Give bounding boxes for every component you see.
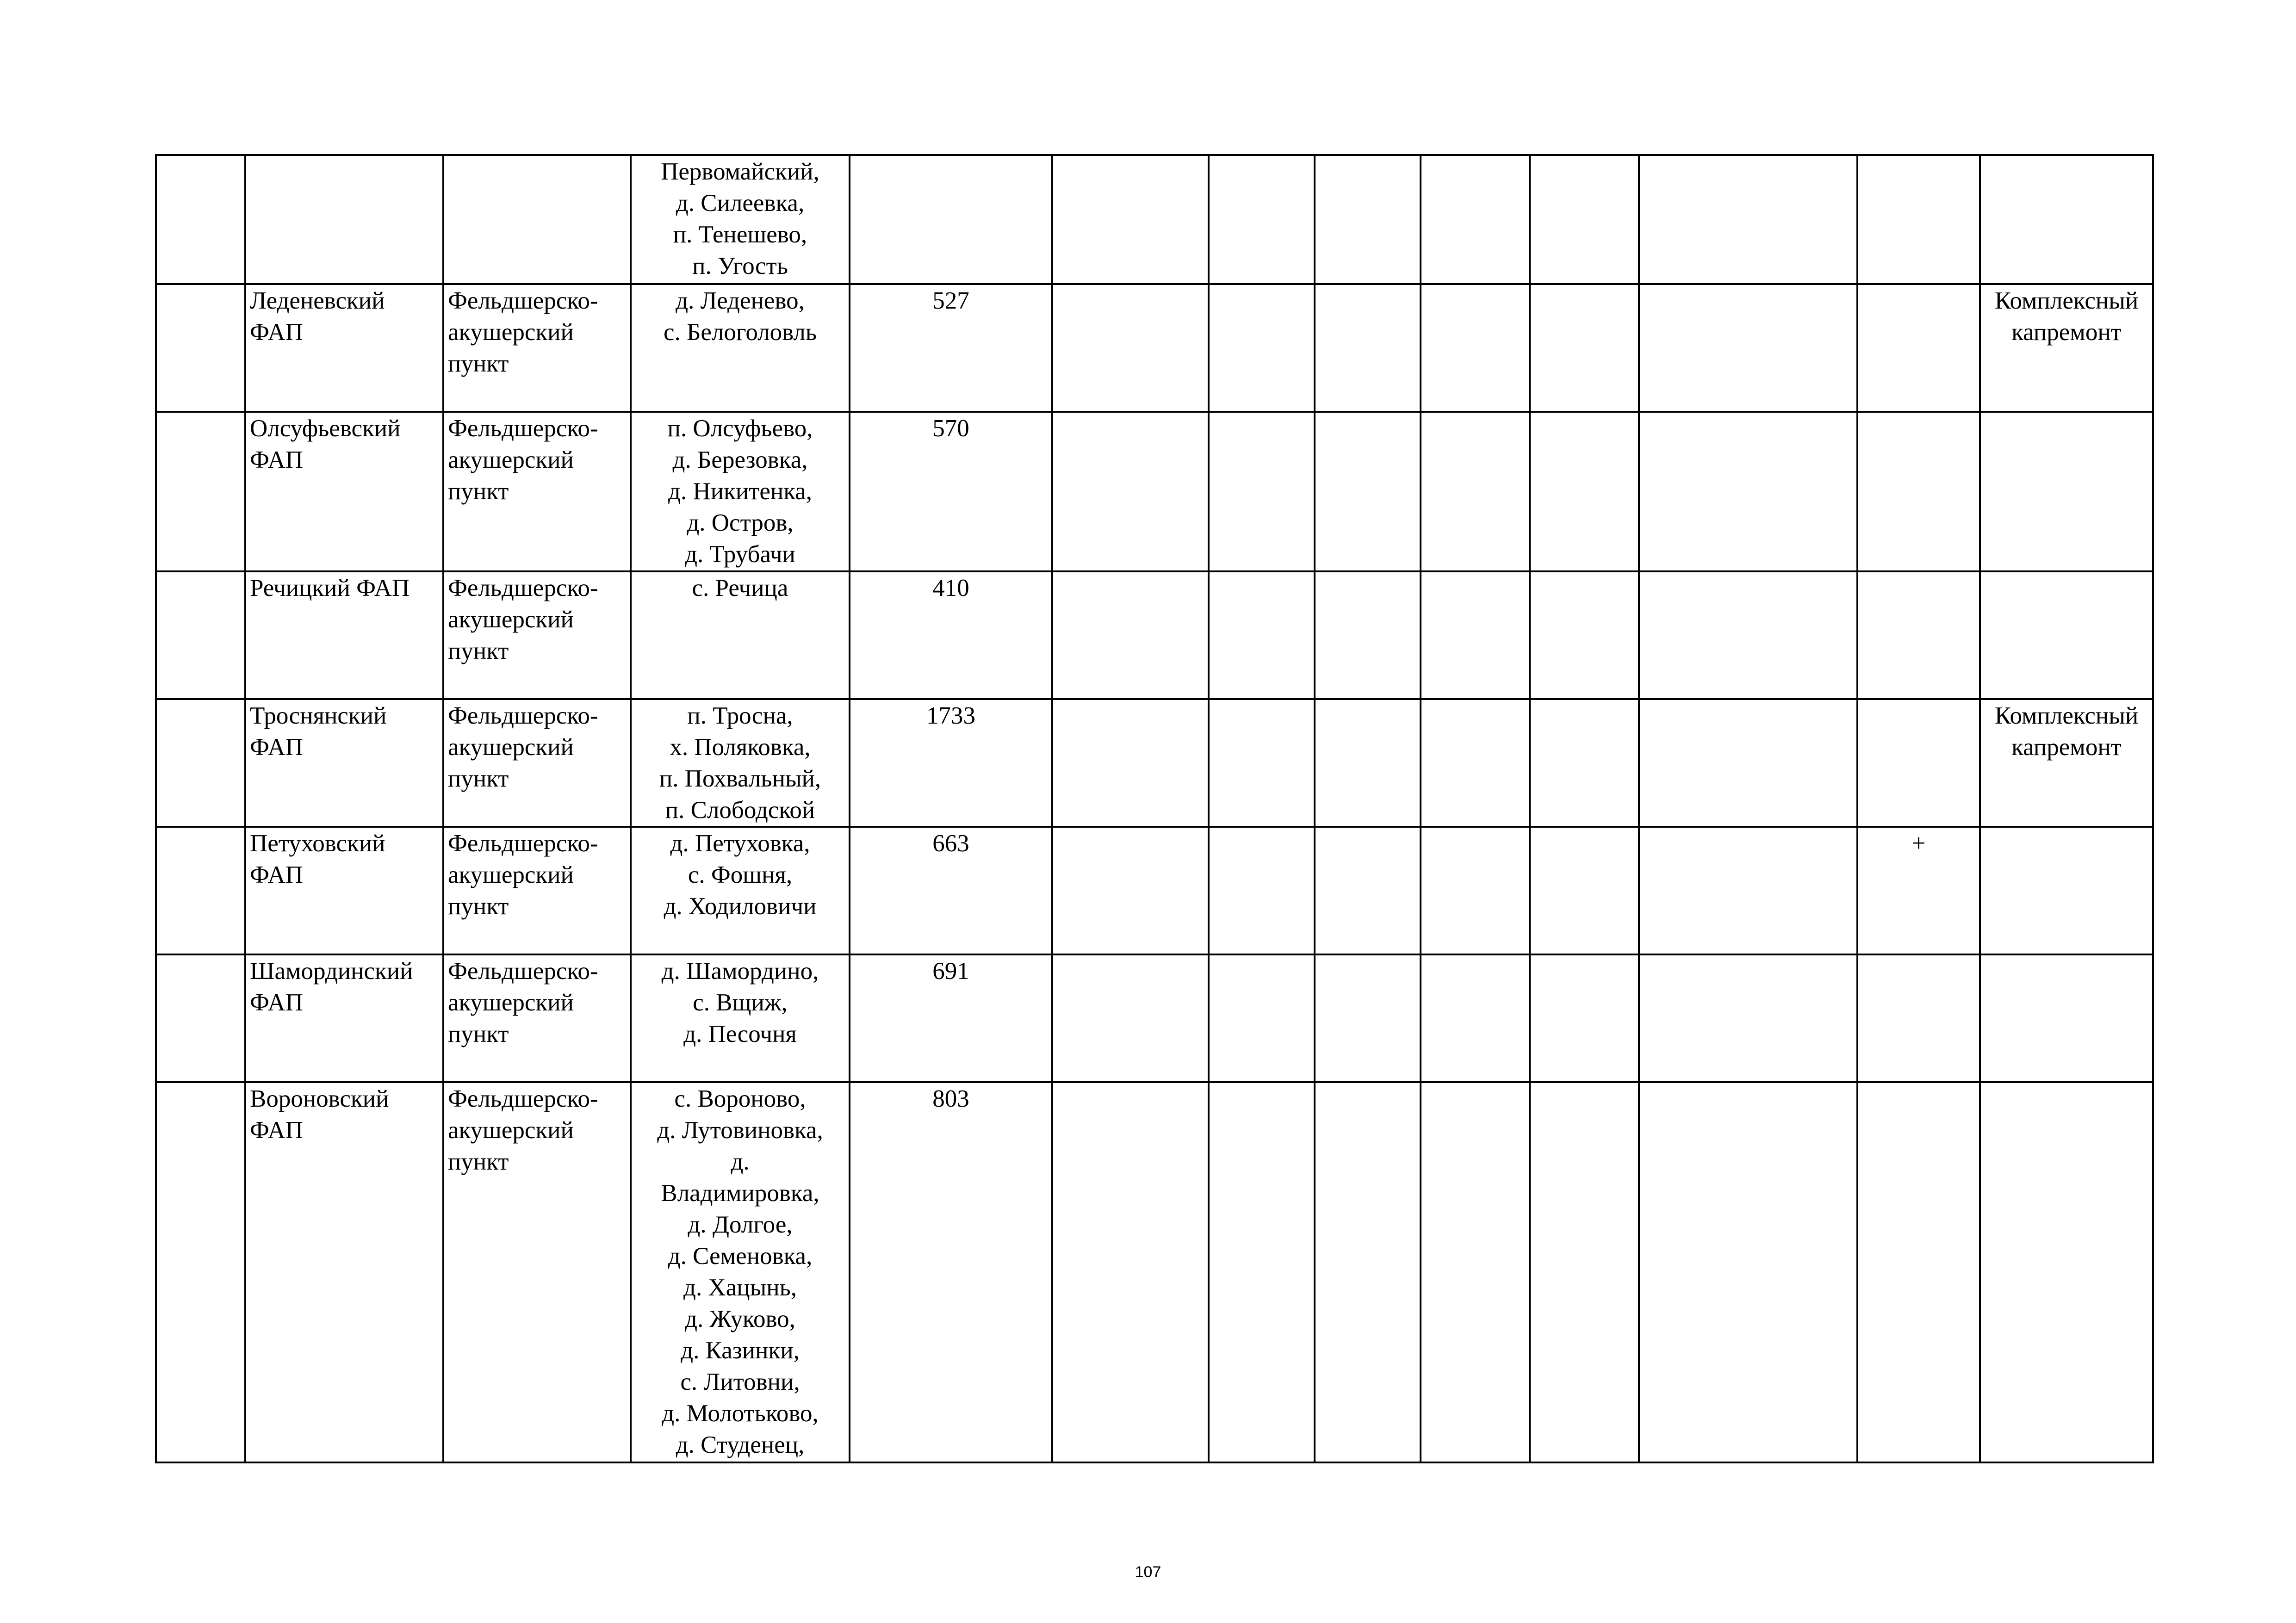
cell-number: [156, 284, 245, 412]
cell-name: Речицкий ФАП: [245, 571, 443, 699]
cell-number: [156, 155, 245, 284]
cell-empty: [1530, 954, 1639, 1082]
cell-type: Фельдшерско-акушерский пункт: [443, 1082, 631, 1462]
cell-mark: +: [1857, 827, 1980, 954]
cell-population: 691: [850, 954, 1052, 1082]
cell-name: Шамординский ФАП: [245, 954, 443, 1082]
cell-type: [443, 155, 631, 284]
cell-number: [156, 954, 245, 1082]
cell-empty: [1052, 1082, 1209, 1462]
cell-empty: [1639, 571, 1857, 699]
cell-mark: [1857, 571, 1980, 699]
cell-settlements: с. Вороново, д. Лутовиновка, д. Владимировка, д. Долгое, д. Семеновка, д. Хацынь, д. Жуково, д. Казинки, с. Литовни, д. Молотьково, д. Студенец,: [631, 1082, 850, 1462]
cell-empty: [1639, 954, 1857, 1082]
cell-population: [850, 155, 1052, 284]
cell-empty: [1530, 1082, 1639, 1462]
cell-empty: [1530, 699, 1639, 827]
cell-mark: [1857, 284, 1980, 412]
cell-empty: [1315, 1082, 1421, 1462]
cell-name: Троснянский ФАП: [245, 699, 443, 827]
cell-population: 663: [850, 827, 1052, 954]
cell-empty: [1209, 284, 1315, 412]
cell-note: [1980, 412, 2153, 571]
cell-settlements: с. Речица: [631, 571, 850, 699]
cell-empty: [1421, 1082, 1530, 1462]
cell-note: [1980, 1082, 2153, 1462]
fap-table: [155, 154, 2154, 1463]
cell-settlements: д. Шамордино, с. Вщиж, д. Песочня: [631, 954, 850, 1082]
cell-name: Леденевский ФАП: [245, 284, 443, 412]
cell-empty: [1530, 412, 1639, 571]
cell-empty: [1421, 571, 1530, 699]
cell-empty: [1315, 699, 1421, 827]
cell-empty: [1209, 571, 1315, 699]
cell-empty: [1315, 571, 1421, 699]
cell-note: [1980, 954, 2153, 1082]
cell-empty: [1052, 155, 1209, 284]
table-row: [156, 827, 2153, 954]
cell-note: [1980, 827, 2153, 954]
cell-empty: [1209, 699, 1315, 827]
table-row: [156, 954, 2153, 1082]
cell-type: Фельдшерско-акушерский пункт: [443, 699, 631, 827]
cell-empty: [1530, 284, 1639, 412]
cell-type: Фельдшерско-акушерский пункт: [443, 571, 631, 699]
cell-name: Вороновский ФАП: [245, 1082, 443, 1462]
cell-empty: [1052, 571, 1209, 699]
cell-settlements: Первомайский, д. Силеевка, п. Тенешево, п. Угость: [631, 155, 850, 284]
cell-empty: [1421, 284, 1530, 412]
cell-number: [156, 571, 245, 699]
cell-empty: [1639, 155, 1857, 284]
cell-empty: [1315, 284, 1421, 412]
cell-mark: [1857, 155, 1980, 284]
cell-population: 527: [850, 284, 1052, 412]
cell-empty: [1421, 699, 1530, 827]
cell-settlements: д. Петуховка, с. Фошня, д. Ходиловичи: [631, 827, 850, 954]
table-body: [156, 155, 2153, 1462]
cell-mark: [1857, 1082, 1980, 1462]
cell-note: Комплексный капремонт: [1980, 284, 2153, 412]
cell-empty: [1530, 155, 1639, 284]
cell-empty: [1052, 699, 1209, 827]
cell-population: 1733: [850, 699, 1052, 827]
cell-type: Фельдшерско-акушерский пункт: [443, 954, 631, 1082]
page-number: 107: [1135, 1563, 1161, 1581]
table-row: [156, 699, 2153, 827]
cell-empty: [1209, 954, 1315, 1082]
cell-empty: [1530, 571, 1639, 699]
cell-settlements: п. Олсуфьево, д. Березовка, д. Никитенка, д. Остров, д. Трубачи: [631, 412, 850, 571]
table-row: [156, 155, 2153, 284]
cell-type: Фельдшерско-акушерский пункт: [443, 827, 631, 954]
cell-empty: [1639, 284, 1857, 412]
table-row: [156, 571, 2153, 699]
cell-population: 803: [850, 1082, 1052, 1462]
cell-empty: [1209, 1082, 1315, 1462]
cell-empty: [1052, 827, 1209, 954]
cell-name: Олсуфьевский ФАП: [245, 412, 443, 571]
cell-number: [156, 1082, 245, 1462]
cell-empty: [1209, 827, 1315, 954]
cell-note: [1980, 155, 2153, 284]
cell-name: [245, 155, 443, 284]
cell-empty: [1639, 412, 1857, 571]
cell-empty: [1052, 284, 1209, 412]
cell-empty: [1639, 699, 1857, 827]
table-row: [156, 1082, 2153, 1462]
cell-population: 410: [850, 571, 1052, 699]
cell-number: [156, 699, 245, 827]
cell-empty: [1315, 155, 1421, 284]
cell-empty: [1052, 954, 1209, 1082]
cell-empty: [1639, 827, 1857, 954]
cell-name: Петуховский ФАП: [245, 827, 443, 954]
cell-population: 570: [850, 412, 1052, 571]
cell-empty: [1421, 412, 1530, 571]
cell-mark: [1857, 699, 1980, 827]
cell-mark: [1857, 412, 1980, 571]
cell-empty: [1315, 954, 1421, 1082]
cell-empty: [1421, 155, 1530, 284]
table-row: [156, 412, 2153, 571]
cell-empty: [1421, 827, 1530, 954]
cell-empty: [1421, 954, 1530, 1082]
cell-empty: [1530, 827, 1639, 954]
table-row: [156, 284, 2153, 412]
cell-empty: [1639, 1082, 1857, 1462]
cell-settlements: д. Леденево, с. Белоголовль: [631, 284, 850, 412]
cell-note: Комплексный капремонт: [1980, 699, 2153, 827]
cell-empty: [1209, 155, 1315, 284]
cell-empty: [1315, 827, 1421, 954]
cell-note: [1980, 571, 2153, 699]
cell-number: [156, 827, 245, 954]
cell-empty: [1209, 412, 1315, 571]
cell-mark: [1857, 954, 1980, 1082]
cell-settlements: п. Тросна, х. Поляковка, п. Похвальный, п. Слободской: [631, 699, 850, 827]
cell-empty: [1315, 412, 1421, 571]
cell-type: Фельдшерско-акушерский пункт: [443, 412, 631, 571]
cell-number: [156, 412, 245, 571]
cell-empty: [1052, 412, 1209, 571]
cell-type: Фельдшерско-акушерский пункт: [443, 284, 631, 412]
